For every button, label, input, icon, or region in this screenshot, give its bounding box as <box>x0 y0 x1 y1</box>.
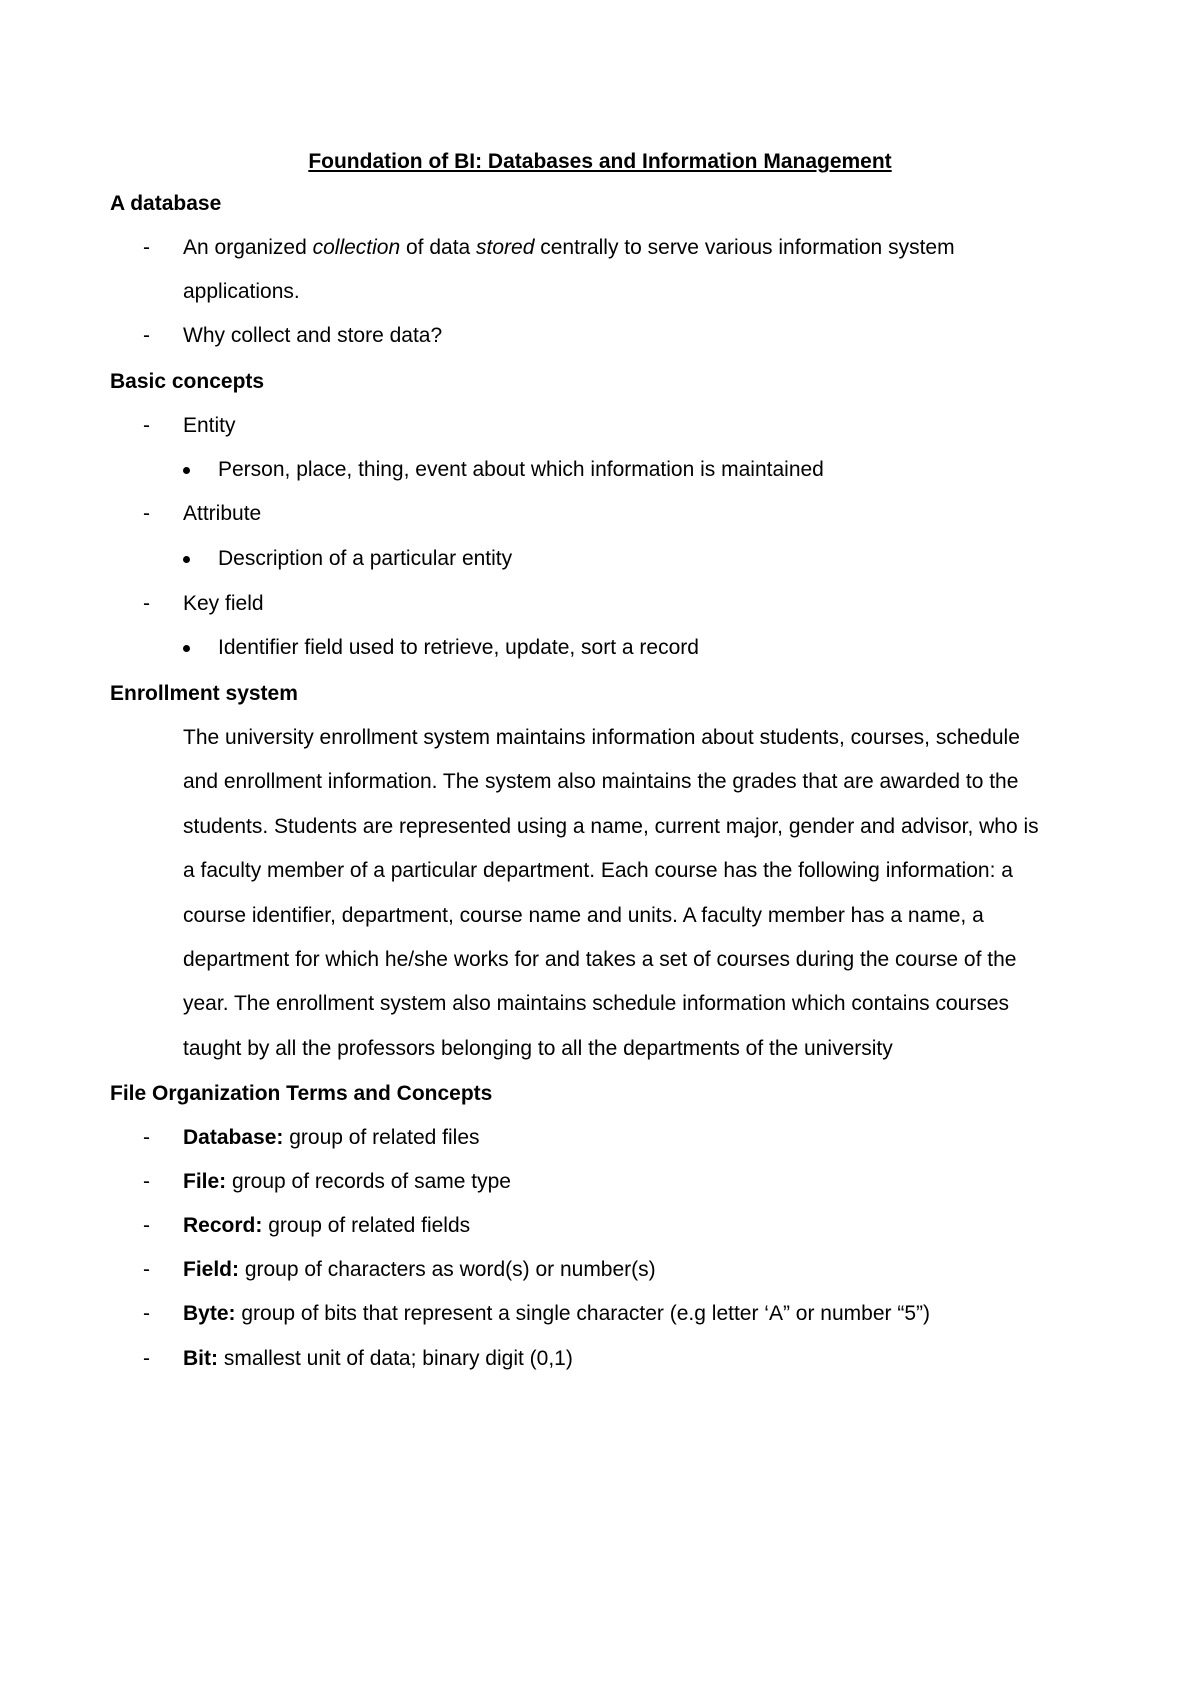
enrollment-paragraph-line: The university enrollment system maintains information about students, courses, schedule <box>183 726 1020 749</box>
dash-marker: - <box>143 502 150 525</box>
enrollment-paragraph-line: department for which he/she works for and takes a set of courses during the course of the <box>183 948 1017 971</box>
dash-marker: - <box>143 1170 150 1193</box>
dash-marker: - <box>143 592 150 615</box>
dash-marker: - <box>143 324 150 347</box>
database-definition-cont: applications. <box>183 280 300 303</box>
dash-marker: - <box>143 1126 150 1149</box>
heading-basic-concepts: Basic concepts <box>110 370 265 393</box>
bullet-dot <box>183 556 190 563</box>
heading-file-organization: File Organization Terms and Concepts <box>110 1082 493 1105</box>
term-field: Field: group of characters as word(s) or number(s) <box>183 1258 656 1281</box>
enrollment-paragraph-line: taught by all the professors belonging to all the departments of the university <box>183 1037 893 1060</box>
term-database: Database: group of related files <box>183 1126 480 1149</box>
concept-attribute: Attribute <box>183 502 262 525</box>
why-collect-item: Why collect and store data? <box>183 324 443 347</box>
enrollment-paragraph-line: a faculty member of a particular department. Each course has the following information: a <box>183 859 1013 882</box>
term-file: File: group of records of same type <box>183 1170 511 1193</box>
page-title: Foundation of BI: Databases and Information Management <box>308 150 892 173</box>
enrollment-paragraph-line: course identifier, department, course name and units. A faculty member has a name, a <box>183 904 984 927</box>
enrollment-paragraph-line: year. The enrollment system also maintains schedule information which contains courses <box>183 992 1010 1015</box>
enrollment-paragraph-line: students. Students are represented using a name, current major, gender and advisor, who is <box>183 815 1039 838</box>
concept-key-field: Key field <box>183 592 264 615</box>
dash-marker: - <box>143 1258 150 1281</box>
dash-marker: - <box>143 1214 150 1237</box>
dash-marker: - <box>143 414 150 437</box>
dash-marker: - <box>143 236 150 259</box>
bullet-dot <box>183 645 190 652</box>
dash-marker: - <box>143 1302 150 1325</box>
database-definition: An organized collection of data stored centrally to serve various information system <box>183 236 955 259</box>
concept-entity: Entity <box>183 414 236 437</box>
term-byte: Byte: group of bits that represent a single character (e.g letter ‘A” or number “5”) <box>183 1302 931 1325</box>
bullet-dot <box>183 467 190 474</box>
heading-enrollment-system: Enrollment system <box>110 682 298 705</box>
enrollment-paragraph-line: and enrollment information. The system also maintains the grades that are awarded to the <box>183 770 1019 793</box>
concept-entity-desc: Person, place, thing, event about which information is maintained <box>218 458 824 481</box>
concept-key-field-desc: Identifier field used to retrieve, update, sort a record <box>218 636 699 659</box>
term-record: Record: group of related fields <box>183 1214 471 1237</box>
concept-attribute-desc: Description of a particular entity <box>218 547 513 570</box>
term-bit: Bit: smallest unit of data; binary digit (0,1) <box>183 1347 573 1370</box>
dash-marker: - <box>143 1347 150 1370</box>
heading-a-database: A database <box>110 192 222 215</box>
